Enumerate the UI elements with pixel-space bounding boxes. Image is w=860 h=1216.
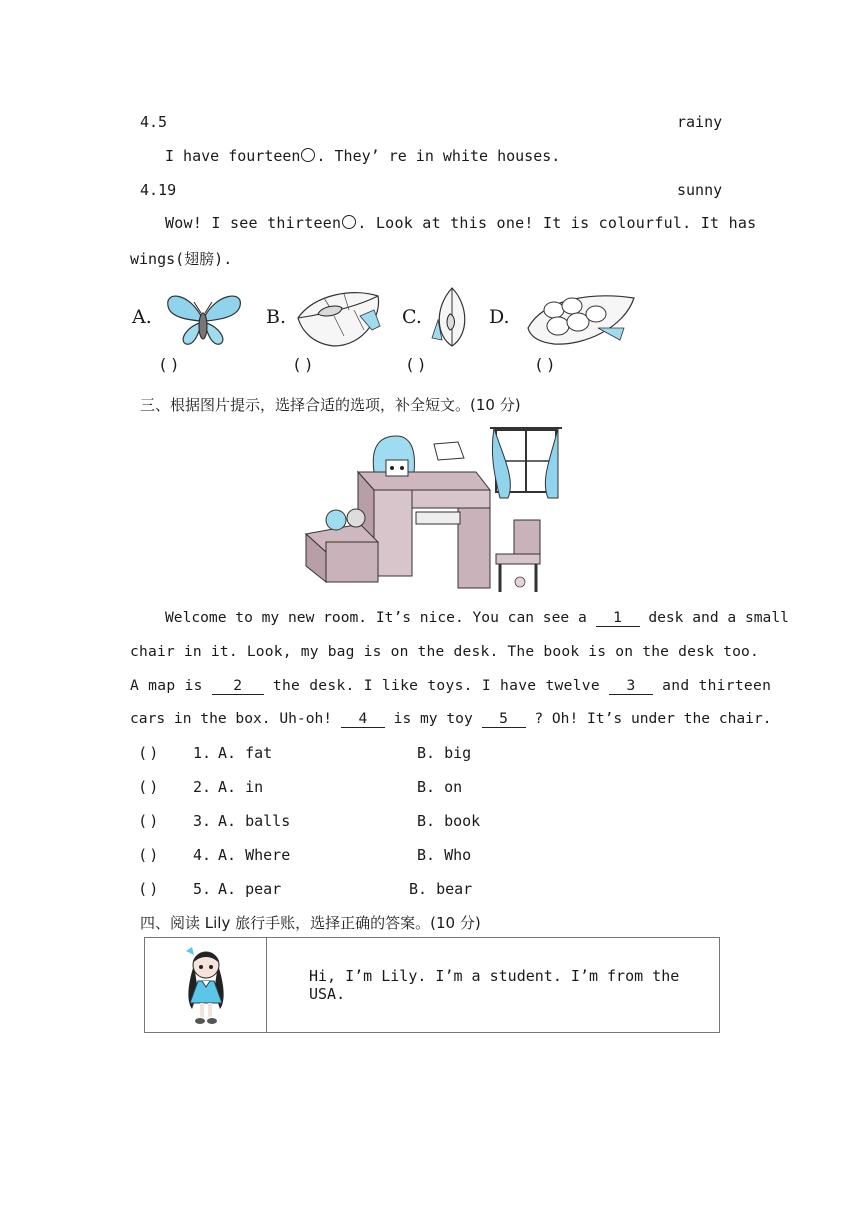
blank-1: 1 [596, 609, 640, 627]
diary-weather-1: rainy [677, 113, 723, 131]
question-1-paren[interactable]: ( ) [140, 744, 157, 762]
diary-date-1: 4.5 [140, 113, 168, 131]
question-3-num: 3. [193, 812, 212, 830]
eggs-on-leaf-icon [524, 288, 636, 348]
option-d-letter: D. [489, 306, 510, 328]
passage-text: A map is [130, 677, 212, 694]
lily-text-cell [267, 938, 720, 1033]
passage-text: cars in the box. Uh-oh! [130, 710, 341, 727]
lily-image-cell [145, 938, 267, 1033]
diary-text-1-after: . They’ re in white houses. [316, 147, 561, 165]
passage-text: Welcome to my new room. It’s nice. You can see a [165, 609, 596, 626]
passage-line-2: chair in it. Look, my bag is on the desk. The book is on the desk too. [130, 643, 760, 660]
question-2-paren[interactable]: ( ) [140, 778, 157, 796]
diary-text-1 [165, 147, 560, 165]
passage-line-4 [130, 710, 772, 728]
question-2-option-b: B. on [417, 778, 463, 796]
question-5-option-b: B. bear [409, 880, 473, 898]
question-1-num: 1. [193, 744, 212, 762]
question-4-num: 4. [193, 846, 212, 864]
circle-blank-icon [301, 148, 315, 162]
blank-5: 5 [482, 710, 526, 728]
diary-text-2-before: Wow! I see thirteen [165, 214, 342, 232]
blank-3: 3 [609, 677, 653, 695]
passage-line-3 [130, 677, 771, 695]
caterpillar-on-leaf-icon [294, 286, 384, 350]
passage-text: desk and a small [639, 609, 789, 626]
diary-text-2-cont: wings(翅膀). [130, 250, 233, 268]
lily-intro-text: Hi, I’m Lily. I’m a student. I’m from the USA. [309, 967, 680, 1003]
blank-2: 2 [212, 677, 264, 695]
question-2-option-a: A. in [218, 778, 264, 796]
question-3-option-a: A. balls [218, 812, 291, 830]
question-5-paren[interactable]: ( ) [140, 880, 157, 898]
circle-blank-icon [342, 215, 356, 229]
diary-text-2-after: . Look at this one! It is colourful. It has [357, 214, 757, 232]
section-3-title: 三、根据图片提示，选择合适的选项，补全短文。(10 分) [140, 396, 521, 414]
question-3-paren[interactable]: ( ) [140, 812, 157, 830]
girl-lily-icon [176, 943, 236, 1027]
question-4-option-a: A. Where [218, 846, 291, 864]
blank-4: 4 [341, 710, 385, 728]
butterfly-icon [160, 288, 246, 350]
question-5-option-a: A. pear [218, 880, 282, 898]
cocoon-on-leaf-icon [428, 284, 472, 350]
option-a-letter: A. [132, 306, 152, 328]
question-1-option-a: A. fat [218, 744, 273, 762]
option-d-paren[interactable]: ( ) [536, 355, 554, 374]
lily-table [144, 937, 720, 1033]
option-b-paren[interactable]: ( ) [294, 355, 312, 374]
diary-weather-2: sunny [677, 181, 723, 199]
passage-line-1 [165, 609, 789, 627]
question-2-num: 2. [193, 778, 212, 796]
room-illustration [296, 424, 572, 596]
option-a-paren[interactable]: ( ) [160, 355, 178, 374]
passage-text: the desk. I like toys. I have twelve [263, 677, 610, 694]
passage-text: is my toy [384, 710, 482, 727]
passage-text: ? Oh! It’s under the chair. [525, 710, 772, 727]
option-b-letter: B. [266, 306, 287, 328]
section-4-title: 四、阅读 Lily 旅行手账，选择正确的答案。(10 分) [140, 914, 481, 932]
question-5-num: 5. [193, 880, 212, 898]
diary-text-1-before: I have fourteen [165, 147, 301, 165]
question-3-option-b: B. book [417, 812, 481, 830]
diary-text-2 [165, 214, 756, 232]
question-4-paren[interactable]: ( ) [140, 846, 157, 864]
question-4-option-b: B. Who [417, 846, 472, 864]
option-c-paren[interactable]: ( ) [407, 355, 425, 374]
option-c-letter: C. [402, 306, 422, 328]
diary-date-2: 4.19 [140, 181, 177, 199]
question-1-option-b: B. big [417, 744, 472, 762]
passage-text: and thirteen [653, 677, 772, 694]
